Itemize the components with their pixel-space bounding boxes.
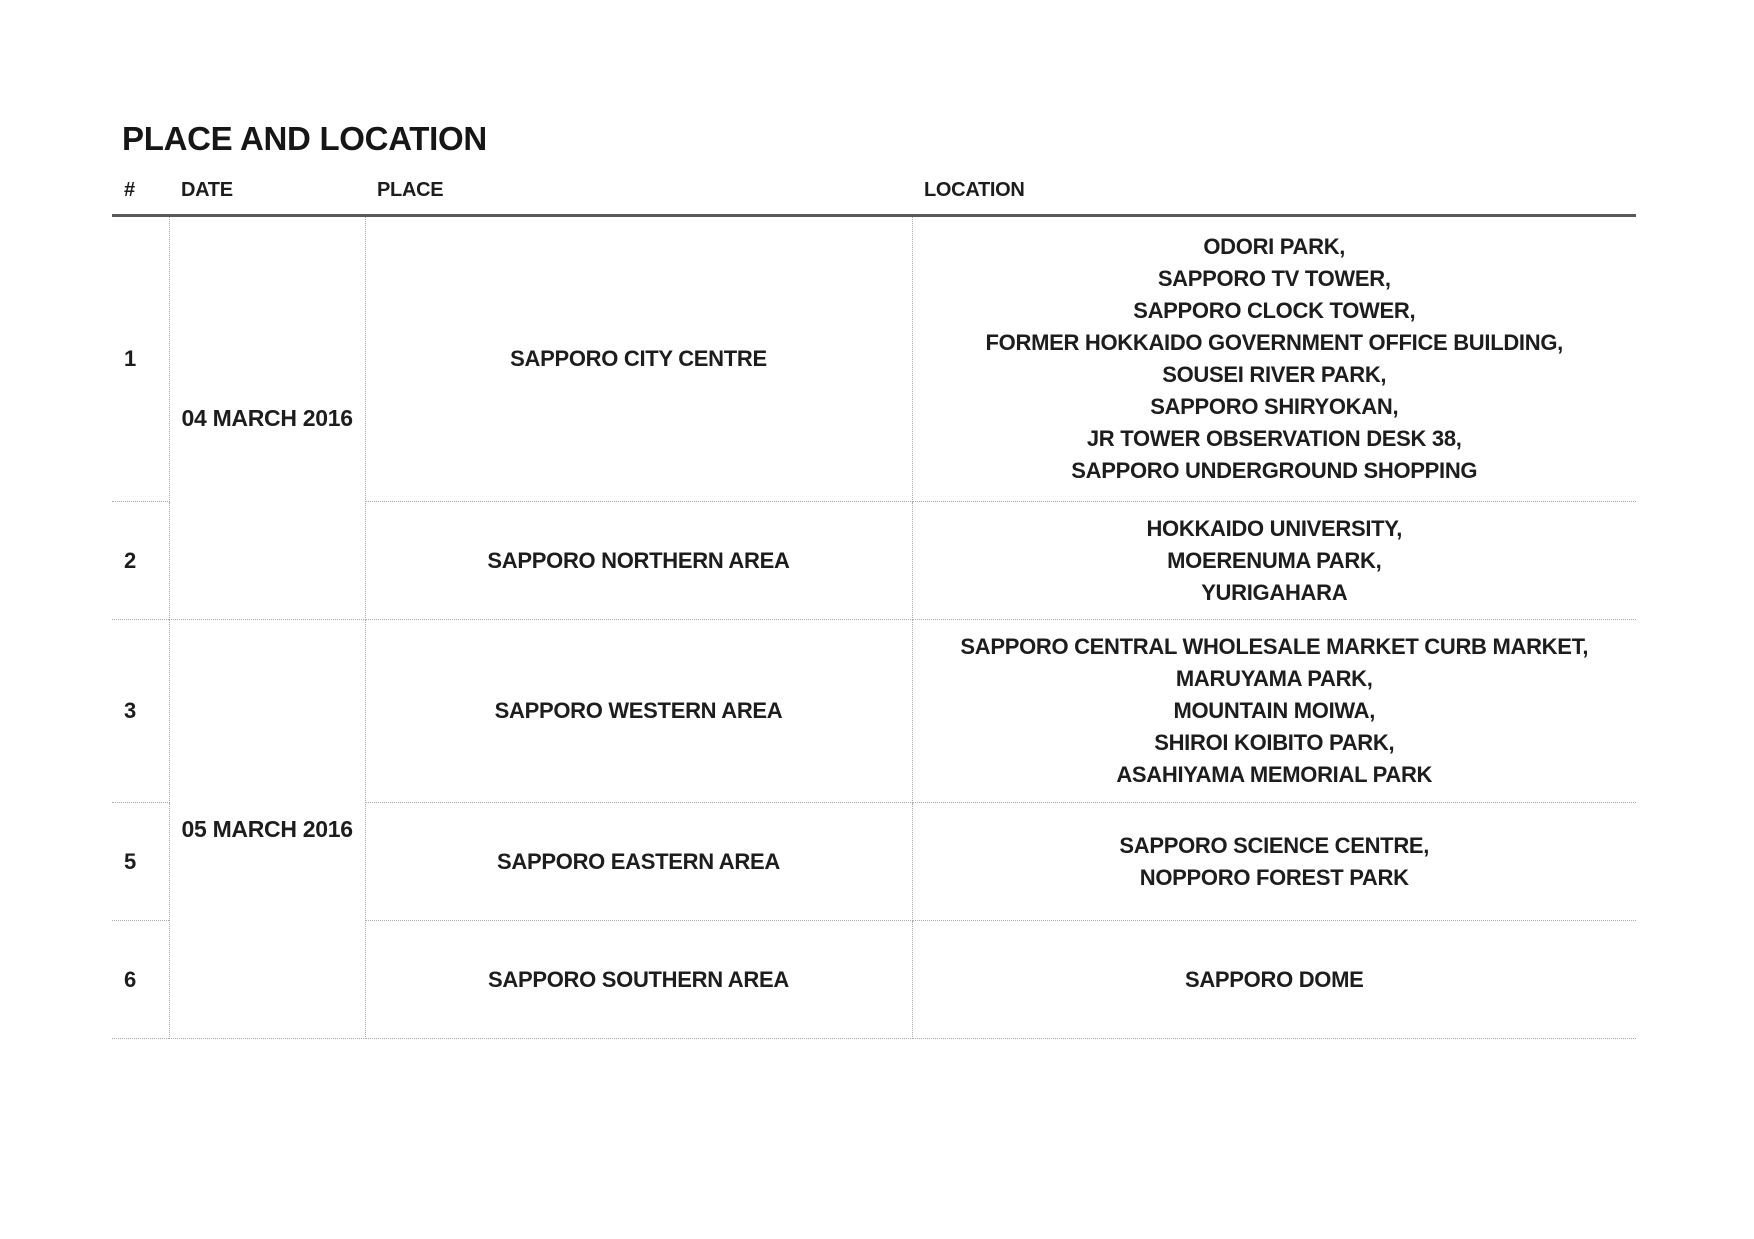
location-line: ASAHIYAMA MEMORIAL PARK [1116,762,1433,787]
location-cell [912,803,1636,921]
row-number-cell: 1 [112,216,169,502]
location-line: SAPPORO DOME [1184,966,1364,992]
row-number-cell: 2 [112,502,169,620]
location-line: SAPPORO CENTRAL WHOLESALE MARKET CURB MARKET, [960,634,1589,659]
place-cell: SAPPORO EASTERN AREA [365,803,912,921]
location-line: SAPPORO TV TOWER, [1157,266,1391,291]
row-number-cell: 5 [112,803,169,921]
table-body [112,216,1636,1039]
location-line: MOUNTAIN MOIWA, [1173,698,1376,723]
table-row [112,620,1636,803]
location-line: FORMER HOKKAIDO GOVERNMENT OFFICE BUILDING, [985,330,1563,355]
column-header-place: PLACE [365,180,912,216]
table-header-row [112,180,1636,216]
column-header-date: DATE [169,180,365,216]
location-line: NOPPORO FOREST PARK [1139,864,1409,890]
column-header-location: LOCATION [912,180,1636,216]
place-cell: SAPPORO WESTERN AREA [365,620,912,803]
place-cell: SAPPORO NORTHERN AREA [365,502,912,620]
location-line: SAPPORO UNDERGROUND SHOPPING [1071,458,1478,483]
date-cell: 04 MARCH 2016 [169,216,365,620]
row-number-cell: 3 [112,620,169,803]
location-line: ODORI PARK, [1203,234,1346,259]
places-table [112,180,1636,1039]
date-cell: 05 MARCH 2016 [169,620,365,1039]
location-cell [912,620,1636,803]
place-cell: SAPPORO CITY CENTRE [365,216,912,502]
location-line: MOERENUMA PARK, [1167,547,1382,573]
row-number-cell: 6 [112,921,169,1039]
location-line: SHIROI KOIBITO PARK, [1154,730,1395,755]
location-line: SAPPORO SHIRYOKAN, [1150,394,1399,419]
location-cell [912,502,1636,620]
column-header-num: # [112,180,169,216]
location-line: YURIGAHARA [1201,579,1348,605]
location-cell [912,216,1636,502]
place-cell: SAPPORO SOUTHERN AREA [365,921,912,1039]
page-title: PLACE AND LOCATION [122,120,487,157]
location-line: HOKKAIDO UNIVERSITY, [1146,515,1403,541]
location-cell [912,921,1636,1039]
location-line: JR TOWER OBSERVATION DESK 38, [1086,426,1462,451]
location-line: SAPPORO SCIENCE CENTRE, [1119,832,1430,858]
location-line: MARUYAMA PARK, [1175,666,1373,691]
table-row [112,216,1636,502]
location-line: SAPPORO CLOCK TOWER, [1133,298,1416,323]
location-line: SOUSEI RIVER PARK, [1162,362,1387,387]
document-page [112,0,1636,1039]
